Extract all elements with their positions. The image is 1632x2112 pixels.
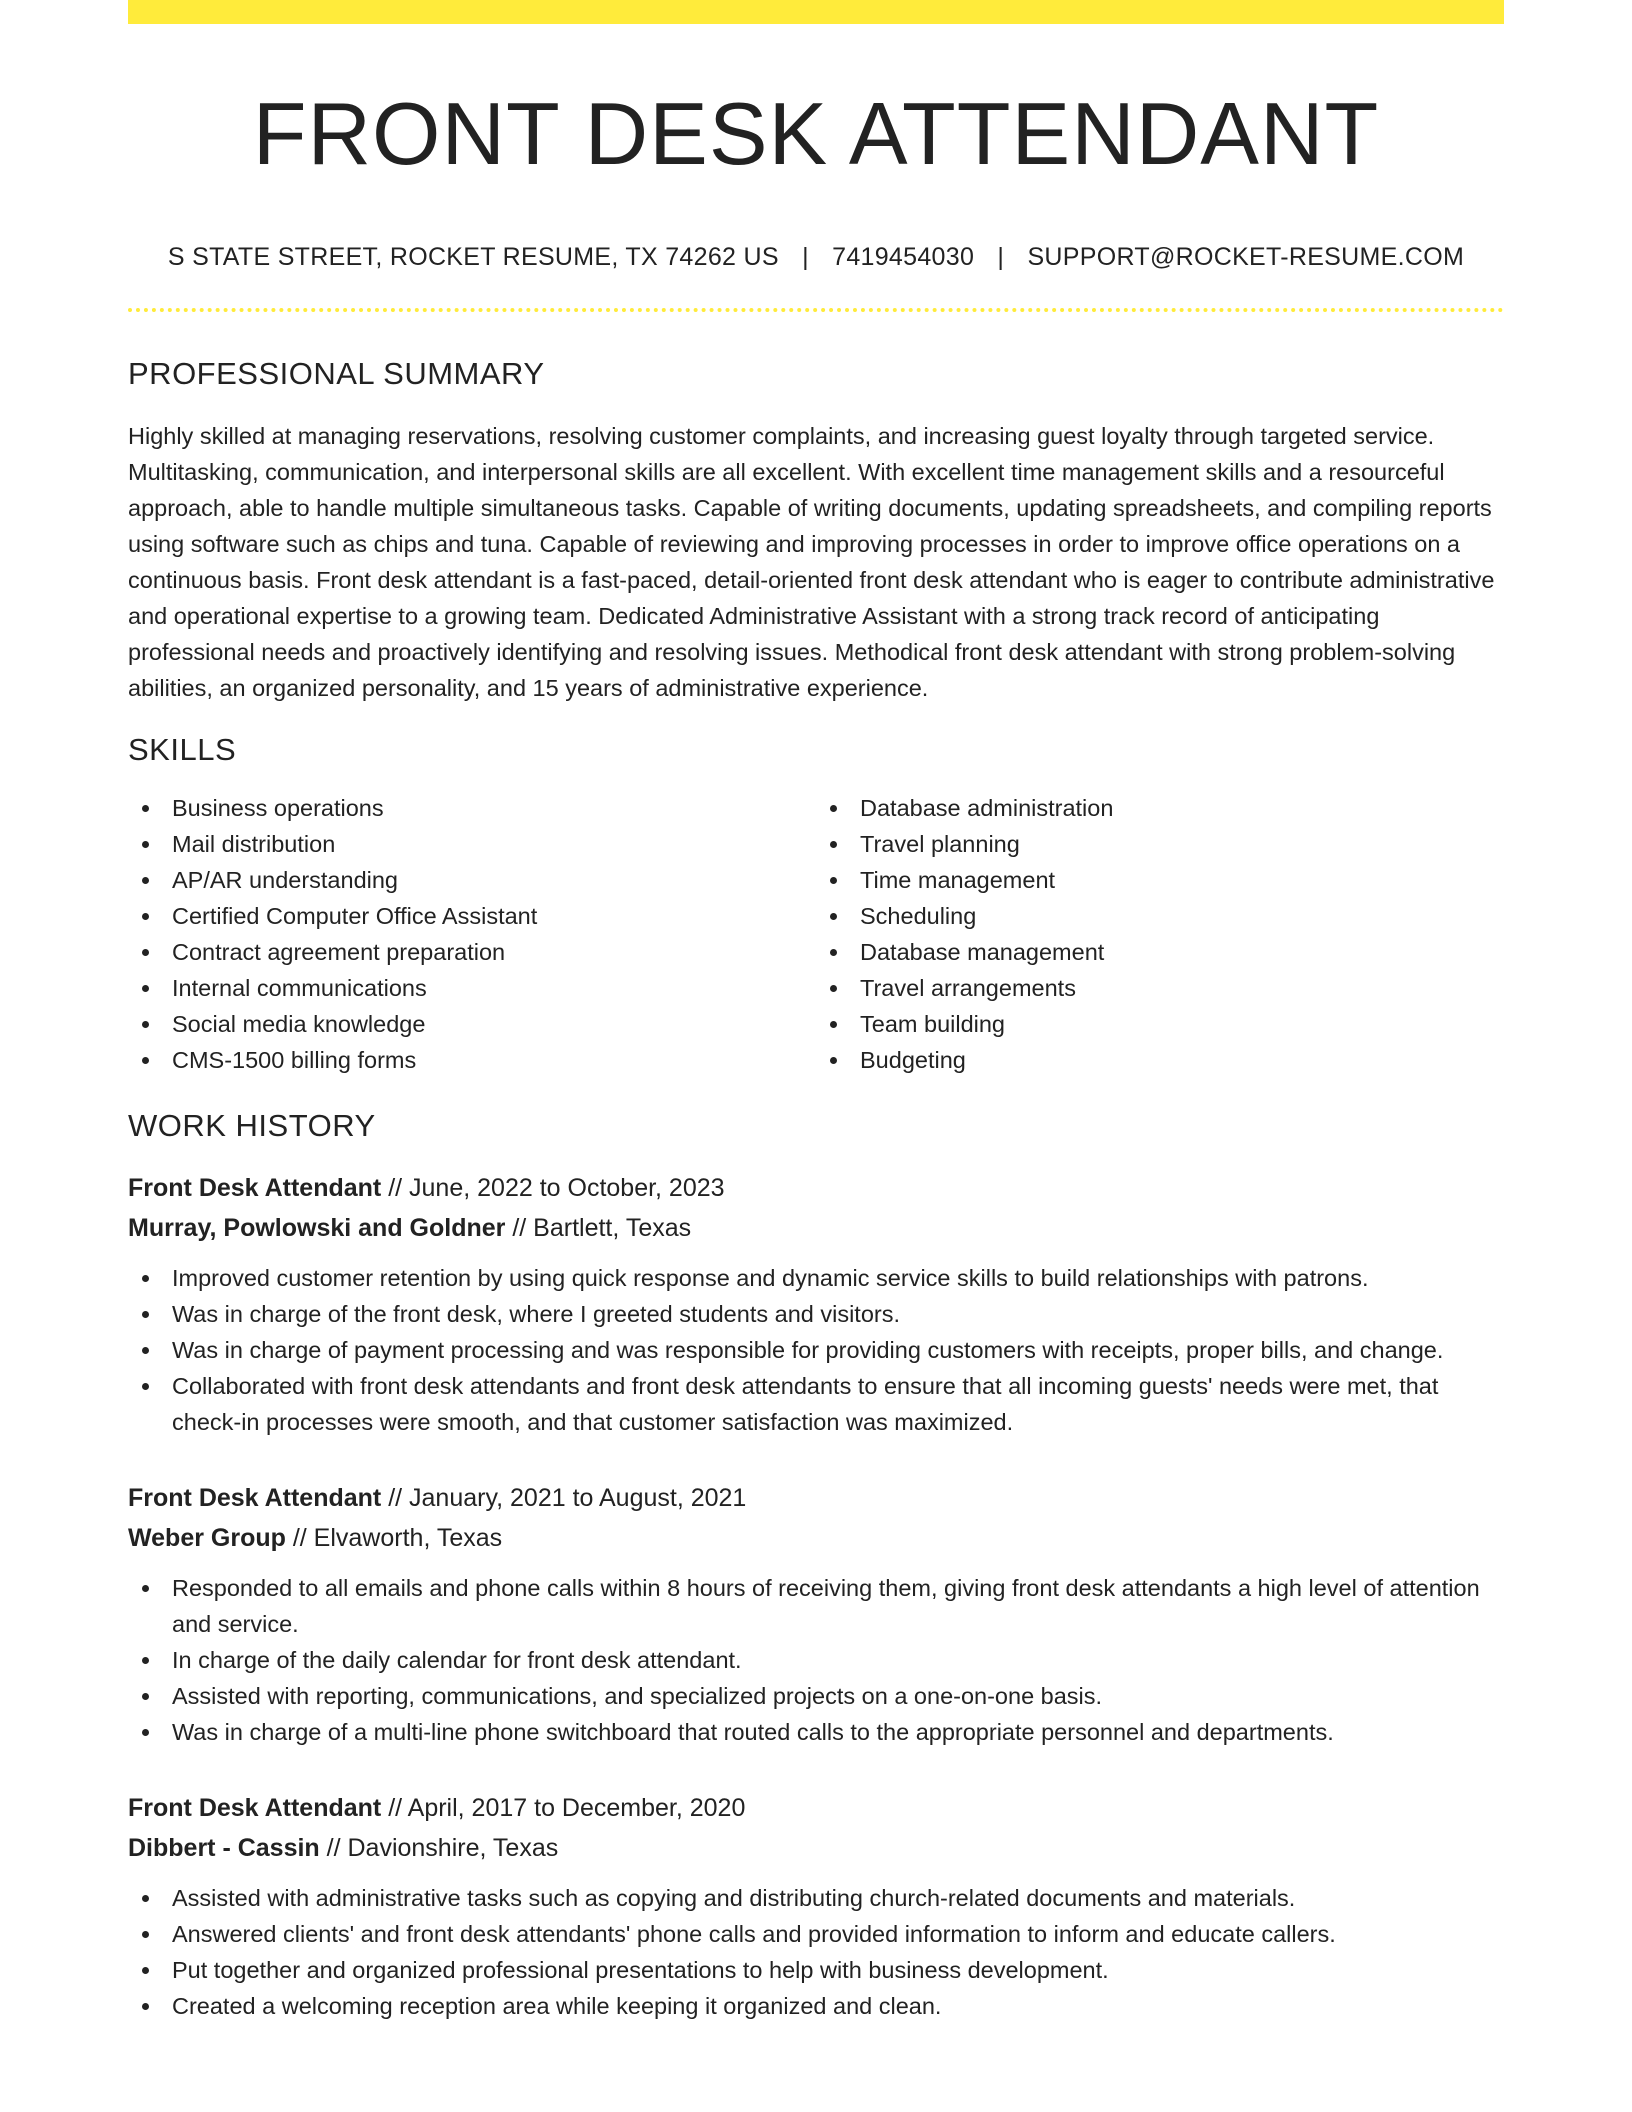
job-bullet: Was in charge of the front desk, where I greeted students and visitors. [172,1296,1504,1332]
job-company: Dibbert - Cassin [128,1833,320,1862]
work-history-heading: WORK HISTORY [128,1107,376,1143]
contact-address: S STATE STREET, ROCKET RESUME, TX 74262 US [167,242,779,271]
job-title-line [128,1788,1504,1828]
job-entry [128,1168,1504,1440]
job-bullet: Created a welcoming reception area while keeping it organized and clean. [172,1988,1504,2024]
skill-item: Travel planning [860,826,1504,862]
job-location: // Elvaworth, Texas [285,1523,503,1552]
skill-item: Budgeting [860,1042,1504,1078]
contact-separator: | [997,242,1005,271]
job-bullet: Responded to all emails and phone calls within 8 hours of receiving them, giving front desk attendants a high level of attention and service. [172,1570,1504,1642]
job-role: Front Desk Attendant [128,1173,382,1202]
job-bullet-list [128,1880,1504,2024]
skills-column-left [128,790,816,1078]
job-bullet: In charge of the daily calendar for front desk attendant. [172,1642,1504,1678]
job-location: // Bartlett, Texas [505,1213,692,1242]
resume-page [128,0,1504,2024]
skill-item: Scheduling [860,898,1504,934]
job-location: // Davionshire, Texas [319,1833,559,1862]
job-title-line [128,1168,1504,1208]
skill-item: Mail distribution [172,826,816,862]
job-bullet-list [128,1570,1504,1750]
header-divider [128,308,1504,312]
job-role: Front Desk Attendant [128,1793,382,1822]
job-company: Murray, Powlowski and Goldner [128,1213,506,1242]
job-dates: // June, 2022 to October, 2023 [381,1173,725,1202]
job-dates: // January, 2021 to August, 2021 [381,1483,747,1512]
skill-item: Travel arrangements [860,970,1504,1006]
job-bullet: Was in charge of payment processing and was responsible for providing customers with receipts, proper bills, and change. [172,1332,1504,1368]
contact-email: SUPPORT@ROCKET-RESUME.COM [1027,242,1465,271]
job-bullet: Assisted with administrative tasks such as copying and distributing church-related documents and materials. [172,1880,1504,1916]
job-title-line [128,1478,1504,1518]
job-bullet: Put together and organized professional presentations to help with business development. [172,1952,1504,1988]
resume-name: FRONT DESK ATTENDANT [252,84,1380,183]
contact-phone: 7419454030 [832,242,975,271]
job-entry [128,1478,1504,1750]
skill-item: Team building [860,1006,1504,1042]
job-bullet: Answered clients' and front desk attendants' phone calls and provided information to inform and educate callers. [172,1916,1504,1952]
job-company-line [128,1518,1504,1558]
job-entry [128,1788,1504,2024]
skill-item: Certified Computer Office Assistant [172,898,816,934]
skill-item: Business operations [172,790,816,826]
job-bullet: Improved customer retention by using quick response and dynamic service skills to build relationships with patrons. [172,1260,1504,1296]
skill-item: Time management [860,862,1504,898]
skill-item: Social media knowledge [172,1006,816,1042]
top-accent-bar [128,0,1504,24]
job-dates: // April, 2017 to December, 2020 [381,1793,746,1822]
job-company: Weber Group [128,1523,286,1552]
job-bullet: Collaborated with front desk attendants and front desk attendants to ensure that all incoming guests' needs were met, that check-in processes were smooth, and that customer satisfaction was maximized. [172,1368,1504,1440]
contact-separator: | [802,242,809,271]
skills-column-right [816,790,1504,1078]
skill-item: CMS-1500 billing forms [172,1042,816,1078]
skill-item: AP/AR understanding [172,862,816,898]
job-company-line [128,1208,1504,1248]
skills-heading: SKILLS [128,731,237,767]
skill-item: Internal communications [172,970,816,1006]
summary-text: Highly skilled at managing reservations, resolving customer complaints, and increasing guest loyalty through targeted service. Multitasking, communication, and interpersonal skills are all excellent. With excellent time management skills and a resourceful approach, able to handle multiple simultaneous tasks. Capable of writing documents, updating spreadsheets, and compiling reports using software such as chips and tuna. Capable of reviewing and improving processes in order to improve office operations on a continuous basis. Front desk attendant is a fast-paced, detail-oriented front desk attendant who is eager to contribute administrative and operational expertise to a growing team. Dedicated Administrative Assistant with a strong track record of anticipating professional needs and proactively identifying and resolving issues. Methodical front desk attendant with strong problem-solving abilities, an organized personality, and 15 years of administrative experience. [128,422,1495,701]
summary-heading: PROFESSIONAL SUMMARY [128,355,545,391]
skills-grid [128,790,1504,1078]
job-role: Front Desk Attendant [128,1483,382,1512]
job-bullet: Was in charge of a multi-line phone switchboard that routed calls to the appropriate personnel and departments. [172,1714,1504,1750]
skill-item: Contract agreement preparation [172,934,816,970]
job-company-line [128,1828,1504,1868]
contact-line [128,243,1504,272]
skill-item: Database administration [860,790,1504,826]
job-bullet: Assisted with reporting, communications, and specialized projects on a one-on-one basis. [172,1678,1504,1714]
job-bullet-list [128,1260,1504,1440]
skill-item: Database management [860,934,1504,970]
